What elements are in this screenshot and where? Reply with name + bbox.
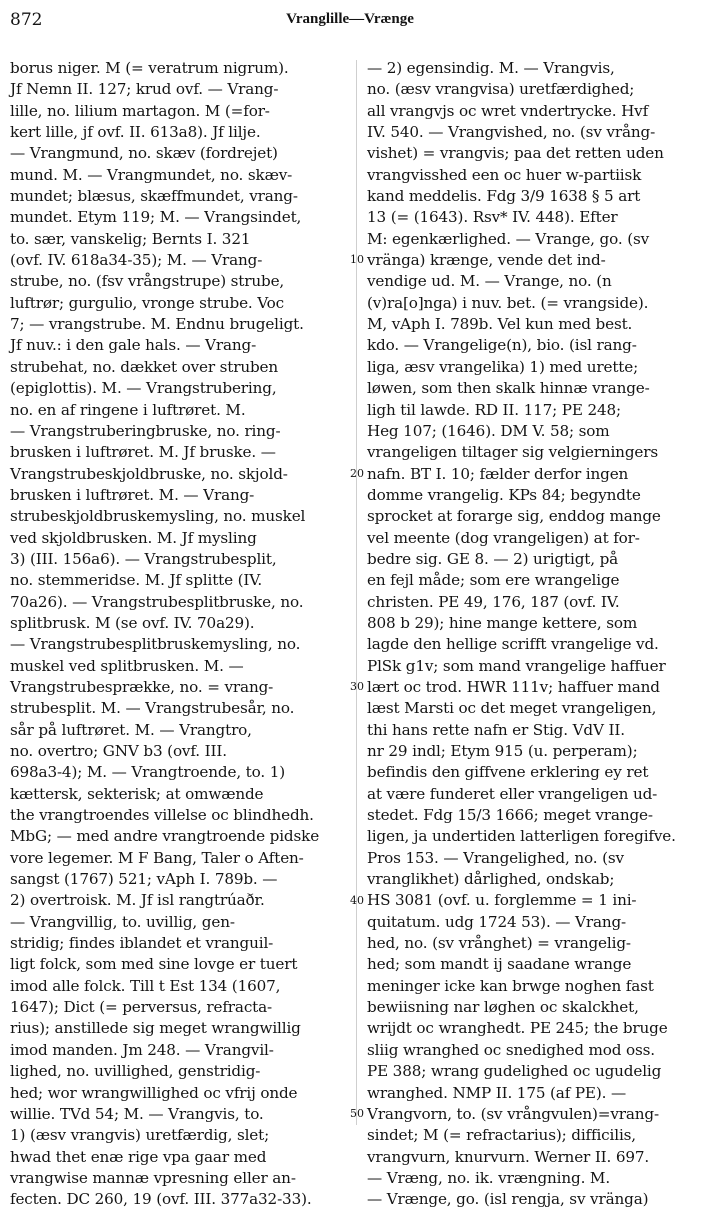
text-line: — Vrangvillig, to. uvillig, gen- bbox=[10, 912, 235, 931]
text-line: hed, no. (sv vrånghet) = vrangelig- bbox=[367, 934, 631, 953]
text-line: brusken i luftrøret. M. Jf bruske. — bbox=[10, 443, 276, 462]
text-line: imod manden. Jm 248. — Vrangvil- bbox=[10, 1040, 274, 1059]
text-line: 13 (= (1643). Rsv* IV. 448). Efter bbox=[367, 208, 618, 227]
text-line: strubesplit. M. — Vrangstrubesår, no. bbox=[10, 699, 295, 718]
text-line: M: egenkærlighed. — Vrange, go. (sv bbox=[367, 229, 650, 248]
text-line: sindet; M (= refractarius); difficilis, bbox=[367, 1126, 636, 1145]
text-line: thi hans rette nafn er Stig. VdV II. bbox=[367, 720, 625, 739]
running-title: Vranglille—Vrænge bbox=[286, 11, 414, 27]
text-line: no. overtro; GNV b3 (ovf. III. bbox=[10, 742, 227, 760]
text-line: vrangvurn, knurvurn. Werner II. 697. bbox=[367, 1147, 650, 1166]
text-line: mundet. Etym 119; M. — Vrangsindet, bbox=[10, 208, 302, 227]
text-line: 808 b 29); hine mange kettere, som bbox=[367, 613, 638, 632]
text-line: ligen, ja undertiden latterligen foregifve. bbox=[367, 827, 676, 846]
text-line: læst Marsti oc det meget vrangeligen, bbox=[367, 699, 657, 718]
text-line: kættersk, sekterisk; at omwænde bbox=[10, 784, 264, 803]
text-line: kdo. — Vrangelige(n), bio. (isl rang- bbox=[367, 336, 637, 355]
text-line: (epiglottis). M. — Vrangstrubering, bbox=[10, 379, 277, 398]
text-line: sangst (1767) 521; vAph I. 789b. — bbox=[10, 870, 278, 889]
text-line: the vrangtroendes villelse oc blindhedh. bbox=[10, 806, 314, 825]
text-line: strubeskjoldbruskemysling, no. muskel bbox=[10, 507, 306, 526]
text-line: Jf nuv.: i den gale hals. — Vrang- bbox=[10, 336, 257, 355]
text-line: brusken i luftrøret. M. — Vrang- bbox=[10, 485, 255, 504]
text-line: no. en af ringene i luftrøret. M. bbox=[10, 400, 246, 419]
text-line: christen. PE 49, 176, 187 (ovf. IV. bbox=[367, 592, 620, 611]
text-line: splitbrusk. M (se ovf. IV. 70a29). bbox=[10, 613, 255, 632]
text-line: rius); anstillede sig meget wrangwillig bbox=[10, 1019, 301, 1038]
text-line: vrangwise mannæ vpresning eller an- bbox=[10, 1168, 296, 1187]
text-line: no. stemmeridse. M. Jf splitte (IV. bbox=[10, 571, 263, 590]
text-line: Pros 153. — Vrangelighed, no. (sv bbox=[367, 848, 624, 867]
page-number: 872 bbox=[10, 10, 43, 30]
text-line: ved skjoldbrusken. M. Jf mysling bbox=[10, 528, 257, 547]
text-line: Heg 107; (1646). DM V. 58; som bbox=[367, 421, 610, 440]
text-line: 2) overtroisk. M. Jf isl rangtrúaðr. bbox=[10, 891, 265, 910]
text-line: vel meente (dog vrangeligen) at for- bbox=[367, 528, 640, 547]
text-line: mund. M. — Vrangmundet, no. skæv- bbox=[10, 165, 293, 184]
text-line: befindis den giffvene erklering ey ret bbox=[367, 763, 649, 782]
text-line: 7; — vrangstrube. M. Endnu brugeligt. bbox=[10, 315, 304, 334]
page-header bbox=[8, 6, 692, 40]
text-line: vränga) krænge, vende det ind- bbox=[367, 251, 606, 270]
text-line: 1) (æsv vrangvis) uretfærdig, slet; bbox=[10, 1126, 270, 1145]
text-line: vranglikhet) dårlighed, ondskab; bbox=[367, 870, 615, 889]
text-line: løwen, som then skalk hinnæ vrange- bbox=[367, 379, 650, 398]
text-line: hed; som mandt ij saadane wrange bbox=[367, 955, 632, 974]
text-line: lagde den hellige scrifft vrangelige vd. bbox=[367, 635, 659, 654]
text-line: MbG; — med andre vrangtroende pidske bbox=[10, 827, 320, 846]
left-column bbox=[10, 58, 350, 1209]
text-line: nafn. BT I. 10; fælder derfor ingen bbox=[367, 464, 629, 483]
text-line: — 2) egensindig. M. — Vrangvis, bbox=[367, 59, 615, 77]
text-line: vishet) = vrangvis; paa det retten uden bbox=[367, 144, 664, 163]
text-line: 698a3-4); M. — Vrangtroende, to. 1) bbox=[10, 763, 285, 782]
text-line: IV. 540. — Vrangvished, no. (sv vrång- bbox=[367, 123, 656, 142]
text-line: no. (æsv vrangvisa) uretfærdighed; bbox=[367, 80, 635, 99]
text-line: vrangeligen tiltager sig velgierningers bbox=[367, 443, 658, 462]
text-line: stedet. Fdg 15/3 1666; meget vrange- bbox=[367, 806, 653, 825]
text-line: vrangvisshed een oc huer w-partiisk bbox=[367, 165, 642, 184]
line-number: 50 bbox=[350, 1107, 364, 1121]
text-line: M, vAph I. 789b. Vel kun med best. bbox=[367, 315, 633, 334]
text-line: wranghed. NMP II. 175 (af PE). — bbox=[367, 1083, 627, 1102]
text-line: — Vrangmund, no. skæv (fordrejet) bbox=[10, 144, 278, 163]
text-line: PE 388; wrang gudelighed oc ugudelig bbox=[367, 1062, 662, 1081]
text-line: at være funderet eller vrangeligen ud- bbox=[367, 784, 658, 803]
text-line: ligh til lawde. RD II. 117; PE 248; bbox=[367, 400, 621, 419]
text-line: vendige ud. M. — Vrange, no. (n bbox=[367, 272, 612, 291]
text-line: lighed, no. uvillighed, genstridig- bbox=[10, 1062, 261, 1081]
text-line: lært oc trod. HWR 111v; haffuer mand bbox=[367, 677, 660, 696]
text-line: muskel ved splitbrusken. M. — bbox=[10, 656, 244, 675]
text-line: domme vrangelig. KPs 84; begyndte bbox=[367, 485, 641, 504]
text-line: borus niger. M (= veratrum nigrum). bbox=[10, 59, 289, 77]
text-line: bedre sig. GE 8. — 2) urigtigt, på bbox=[367, 549, 619, 568]
text-line: willie. TVd 54; M. — Vrangvis, to. bbox=[10, 1104, 264, 1123]
text-line: sliig wranghed oc snedighed mod oss. bbox=[367, 1040, 655, 1059]
text-line: sprocket at forarge sig, enddog mange bbox=[367, 507, 661, 526]
text-line: 3) (III. 156a6). — Vrangstrubesplit, bbox=[10, 549, 277, 568]
text-line: strubehat, no. dækket over struben bbox=[10, 357, 279, 376]
text-line: bewiisning nar løghen oc skalckhet, bbox=[367, 998, 639, 1017]
text-line: fecten. DC 260, 19 (ovf. III. 377a32-33). bbox=[10, 1190, 312, 1209]
text-line: stridig; findes iblandet et vranguil- bbox=[10, 934, 274, 953]
text-line: vore legemer. M F Bang, Taler o Aften- bbox=[10, 848, 304, 867]
right-column bbox=[367, 58, 707, 1209]
text-line: en fejl måde; som ere wrangelige bbox=[367, 571, 620, 590]
text-line: (v)ra[o]nga) i nuv. bet. (= vrangside). bbox=[367, 293, 649, 312]
text-line: (ovf. IV. 618a34-35); M. — Vrang- bbox=[10, 251, 263, 270]
column-divider bbox=[356, 60, 357, 1125]
text-line: wrijdt oc wranghedt. PE 245; the bruge bbox=[367, 1019, 668, 1038]
line-number: 30 bbox=[350, 680, 364, 694]
text-line: Jf Nemn II. 127; krud ovf. — Vrang- bbox=[10, 80, 279, 99]
text-line: PlSk g1v; som mand vrangelige haffuer bbox=[367, 656, 666, 675]
text-line: nr 29 indl; Etym 915 (u. perperam); bbox=[367, 742, 638, 760]
text-line: ligt folck, som med sine lovge er tuert bbox=[10, 955, 298, 974]
text-line: Vrangvorn, to. (sv vrångvulen)=vrang- bbox=[367, 1104, 659, 1123]
text-line: 1647); Dict (= perversus, refracta- bbox=[10, 998, 273, 1017]
text-line: hed; wor wrangwillighed oc vfrij onde bbox=[10, 1083, 298, 1102]
text-line: imod alle folck. Till t Est 134 (1607, bbox=[10, 976, 281, 995]
text-line: all vrangvjs oc wret vndertrycke. Hvf bbox=[367, 101, 649, 120]
text-line: kand meddelis. Fdg 3/9 1638 § 5 art bbox=[367, 187, 641, 206]
text-line: Vrangstrubesprække, no. = vrang- bbox=[10, 677, 274, 696]
text-line: — Vrænge, go. (isl rengja, sv vränga) bbox=[367, 1190, 649, 1209]
text-line: to. sær, vanskelig; Bernts I. 321 bbox=[10, 229, 251, 248]
text-line: kert lille, jf ovf. II. 613a8). Jf lilje. bbox=[10, 123, 261, 142]
text-line: quitatum. udg 1724 53). — Vrang- bbox=[367, 912, 627, 931]
text-line: lille, no. lilium martagon. M (=for- bbox=[10, 101, 270, 120]
text-line: strube, no. (fsv vrångstrupe) strube, bbox=[10, 272, 285, 291]
line-number: 10 bbox=[350, 253, 364, 267]
text-line: luftrør; gurgulio, vronge strube. Voc bbox=[10, 293, 285, 312]
text-line: Vrangstrubeskjoldbruske, no. skjold- bbox=[10, 464, 288, 483]
text-line: mundet; blæsus, skæffmundet, vrang- bbox=[10, 187, 298, 206]
text-line: — Vrangstrubesplitbruskemysling, no. bbox=[10, 635, 301, 654]
text-line: — Vræng, no. ik. vrængning. M. bbox=[367, 1168, 611, 1187]
text-line: meninger icke kan brwge noghen fast bbox=[367, 976, 654, 995]
text-line: sår på luftrøret. M. — Vrangtro, bbox=[10, 720, 252, 739]
line-number: 40 bbox=[350, 893, 364, 907]
text-line: HS 3081 (ovf. u. forglemme = 1 ini- bbox=[367, 891, 637, 910]
text-line: liga, æsv vrangelika) 1) med urette; bbox=[367, 357, 639, 376]
text-line: hwad thet enæ rige vpa gaar med bbox=[10, 1147, 267, 1166]
line-number: 20 bbox=[350, 466, 364, 480]
text-line: — Vrangstruberingbruske, no. ring- bbox=[10, 421, 281, 440]
text-line: 70a26). — Vrangstrubesplitbruske, no. bbox=[10, 592, 304, 611]
